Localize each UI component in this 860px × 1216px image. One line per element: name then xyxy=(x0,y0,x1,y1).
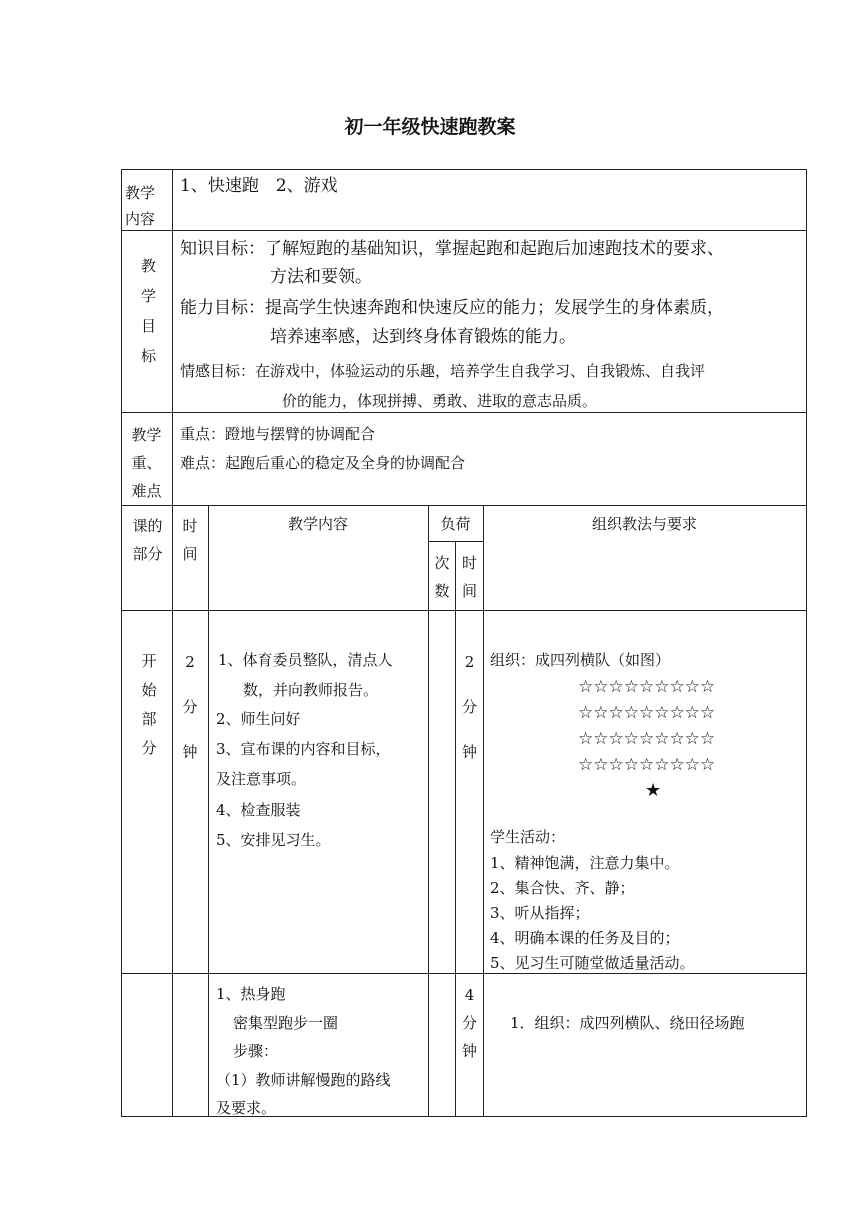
emotion-objective: 情感目标：在游戏中，体验运动的乐趣，培养学生自我学习、自我锻炼、自我评 xyxy=(180,362,706,380)
warmup-duration-char: 4 xyxy=(464,986,475,1004)
student-row-icon: ☆☆☆☆☆☆☆☆☆ xyxy=(578,677,716,697)
start-part-char: 始 xyxy=(141,681,157,699)
start-duration-char: 2 xyxy=(464,653,475,671)
key-points-label-line: 难点 xyxy=(131,482,162,500)
content-label-line: 内容 xyxy=(125,210,156,228)
warmup-duration-char: 分 xyxy=(461,1014,477,1032)
header-time-char: 时 xyxy=(182,517,198,535)
header-load: 负荷 xyxy=(440,515,471,533)
start-content-line: 4、检查服装 xyxy=(216,801,301,819)
warmup-content-line: 及要求。 xyxy=(216,1099,277,1117)
start-time xyxy=(174,647,206,767)
warmup-content-line: 1、热身跑 xyxy=(216,985,286,1003)
activity-item: 3、听从指挥； xyxy=(490,904,590,922)
start-time-char: 钟 xyxy=(182,743,198,761)
objectives-label xyxy=(125,251,172,371)
start-content-line: 数，并向教师报告。 xyxy=(243,681,379,699)
header-part xyxy=(124,512,171,568)
objectives-label-char: 学 xyxy=(140,287,156,305)
start-content-line: 及注意事项。 xyxy=(216,770,307,788)
header-count-char: 数 xyxy=(434,582,450,600)
header-method: 组织教法与要求 xyxy=(591,515,697,533)
key-points-label xyxy=(123,421,170,505)
warmup-method: 1．组织：成四列横队、绕田径场跑 xyxy=(510,1014,745,1032)
key-point: 重点：蹬地与摆臂的协调配合 xyxy=(180,425,376,443)
header-duration-char: 时 xyxy=(461,554,477,572)
header-count-char: 次 xyxy=(434,554,450,572)
teacher-star-icon: ★ xyxy=(645,780,662,801)
start-duration xyxy=(456,647,483,767)
header-content: 教学内容 xyxy=(287,515,348,533)
activity-item: 4、明确本课的任务及目的； xyxy=(490,929,680,947)
method-column-divider xyxy=(483,505,484,1117)
activity-item: 5、见习生可随堂做适量活动。 xyxy=(490,954,695,972)
student-row-icon: ☆☆☆☆☆☆☆☆☆ xyxy=(578,703,716,723)
row-divider xyxy=(121,412,807,413)
start-part-char: 开 xyxy=(141,652,157,670)
header-duration-char: 间 xyxy=(461,582,477,600)
start-part-char: 分 xyxy=(141,739,157,757)
student-activity-title: 学生活动： xyxy=(490,828,566,846)
student-row-icon: ☆☆☆☆☆☆☆☆☆ xyxy=(578,729,716,749)
knowledge-objective-cont: 方法和要领。 xyxy=(270,267,372,287)
warmup-duration xyxy=(456,981,483,1065)
activity-item: 2、集合快、齐、静； xyxy=(490,879,635,897)
key-points-label-line: 重、 xyxy=(131,454,162,472)
start-organization: 组织：成四列横队（如图） xyxy=(490,651,671,669)
start-content-line: 3、宣布课的内容和目标， xyxy=(216,740,391,758)
row-divider xyxy=(121,505,807,506)
label-column-divider xyxy=(172,169,173,1117)
row-divider xyxy=(121,973,807,974)
ability-objective-cont: 培养速率感，达到终身体育锻炼的能力。 xyxy=(270,327,576,347)
header-part-line: 部分 xyxy=(132,545,163,563)
start-content-line: 1、体育委员整队，清点人 xyxy=(218,651,393,669)
start-part-label xyxy=(124,647,174,763)
objectives-label-char: 教 xyxy=(140,257,156,275)
start-duration-char: 分 xyxy=(461,698,477,716)
objectives-label-char: 目 xyxy=(140,317,156,335)
start-content-line: 5、安排见习生。 xyxy=(216,831,331,849)
content-label-line: 教学 xyxy=(125,184,156,202)
warmup-duration-char: 钟 xyxy=(461,1042,477,1060)
difficult-point: 难点：起跑后重心的稳定及全身的协调配合 xyxy=(180,454,466,472)
formation-diagram xyxy=(578,674,715,778)
objectives-label-char: 标 xyxy=(140,347,156,365)
start-time-char: 分 xyxy=(182,698,198,716)
ability-objective: 能力目标：提高学生快速奔跑和快速反应的能力；发展学生的身体素质， xyxy=(180,298,724,318)
time-column-divider xyxy=(208,505,209,1117)
content-text: 1、快速跑 2、游戏 xyxy=(180,176,338,196)
header-load-duration xyxy=(456,549,483,605)
row-divider xyxy=(121,230,807,231)
header-part-line: 课的 xyxy=(132,517,163,535)
warmup-content-line: 步骤： xyxy=(233,1042,279,1060)
start-time-char: 2 xyxy=(185,653,195,671)
table-border-left xyxy=(121,169,122,1117)
warmup-content-line: 密集型跑步一圈 xyxy=(233,1014,339,1032)
student-row-icon: ☆☆☆☆☆☆☆☆☆ xyxy=(578,755,716,775)
header-time xyxy=(174,512,206,568)
page-title: 初一年级快速跑教案 xyxy=(344,116,516,138)
table-border-top xyxy=(121,169,807,170)
row-divider xyxy=(121,610,807,611)
start-part-char: 部 xyxy=(141,710,157,728)
activity-item: 1、精神饱满，注意力集中。 xyxy=(490,854,680,872)
key-points-label-line: 教学 xyxy=(131,426,162,444)
content-label xyxy=(125,180,155,232)
warmup-content-line: （1）教师讲解慢跑的路线 xyxy=(216,1071,391,1089)
header-load-count xyxy=(429,549,455,605)
table-border-right xyxy=(806,169,807,1117)
knowledge-objective: 知识目标：了解短跑的基础知识，掌握起跑和起跑后加速跑技术的要求、 xyxy=(180,239,724,259)
header-time-char: 间 xyxy=(182,545,198,563)
emotion-objective-cont: 价的能力，体现拼搏、勇敢、进取的意志品质。 xyxy=(282,392,598,410)
start-duration-char: 钟 xyxy=(461,743,477,761)
start-content-line: 2、师生问好 xyxy=(216,710,301,728)
